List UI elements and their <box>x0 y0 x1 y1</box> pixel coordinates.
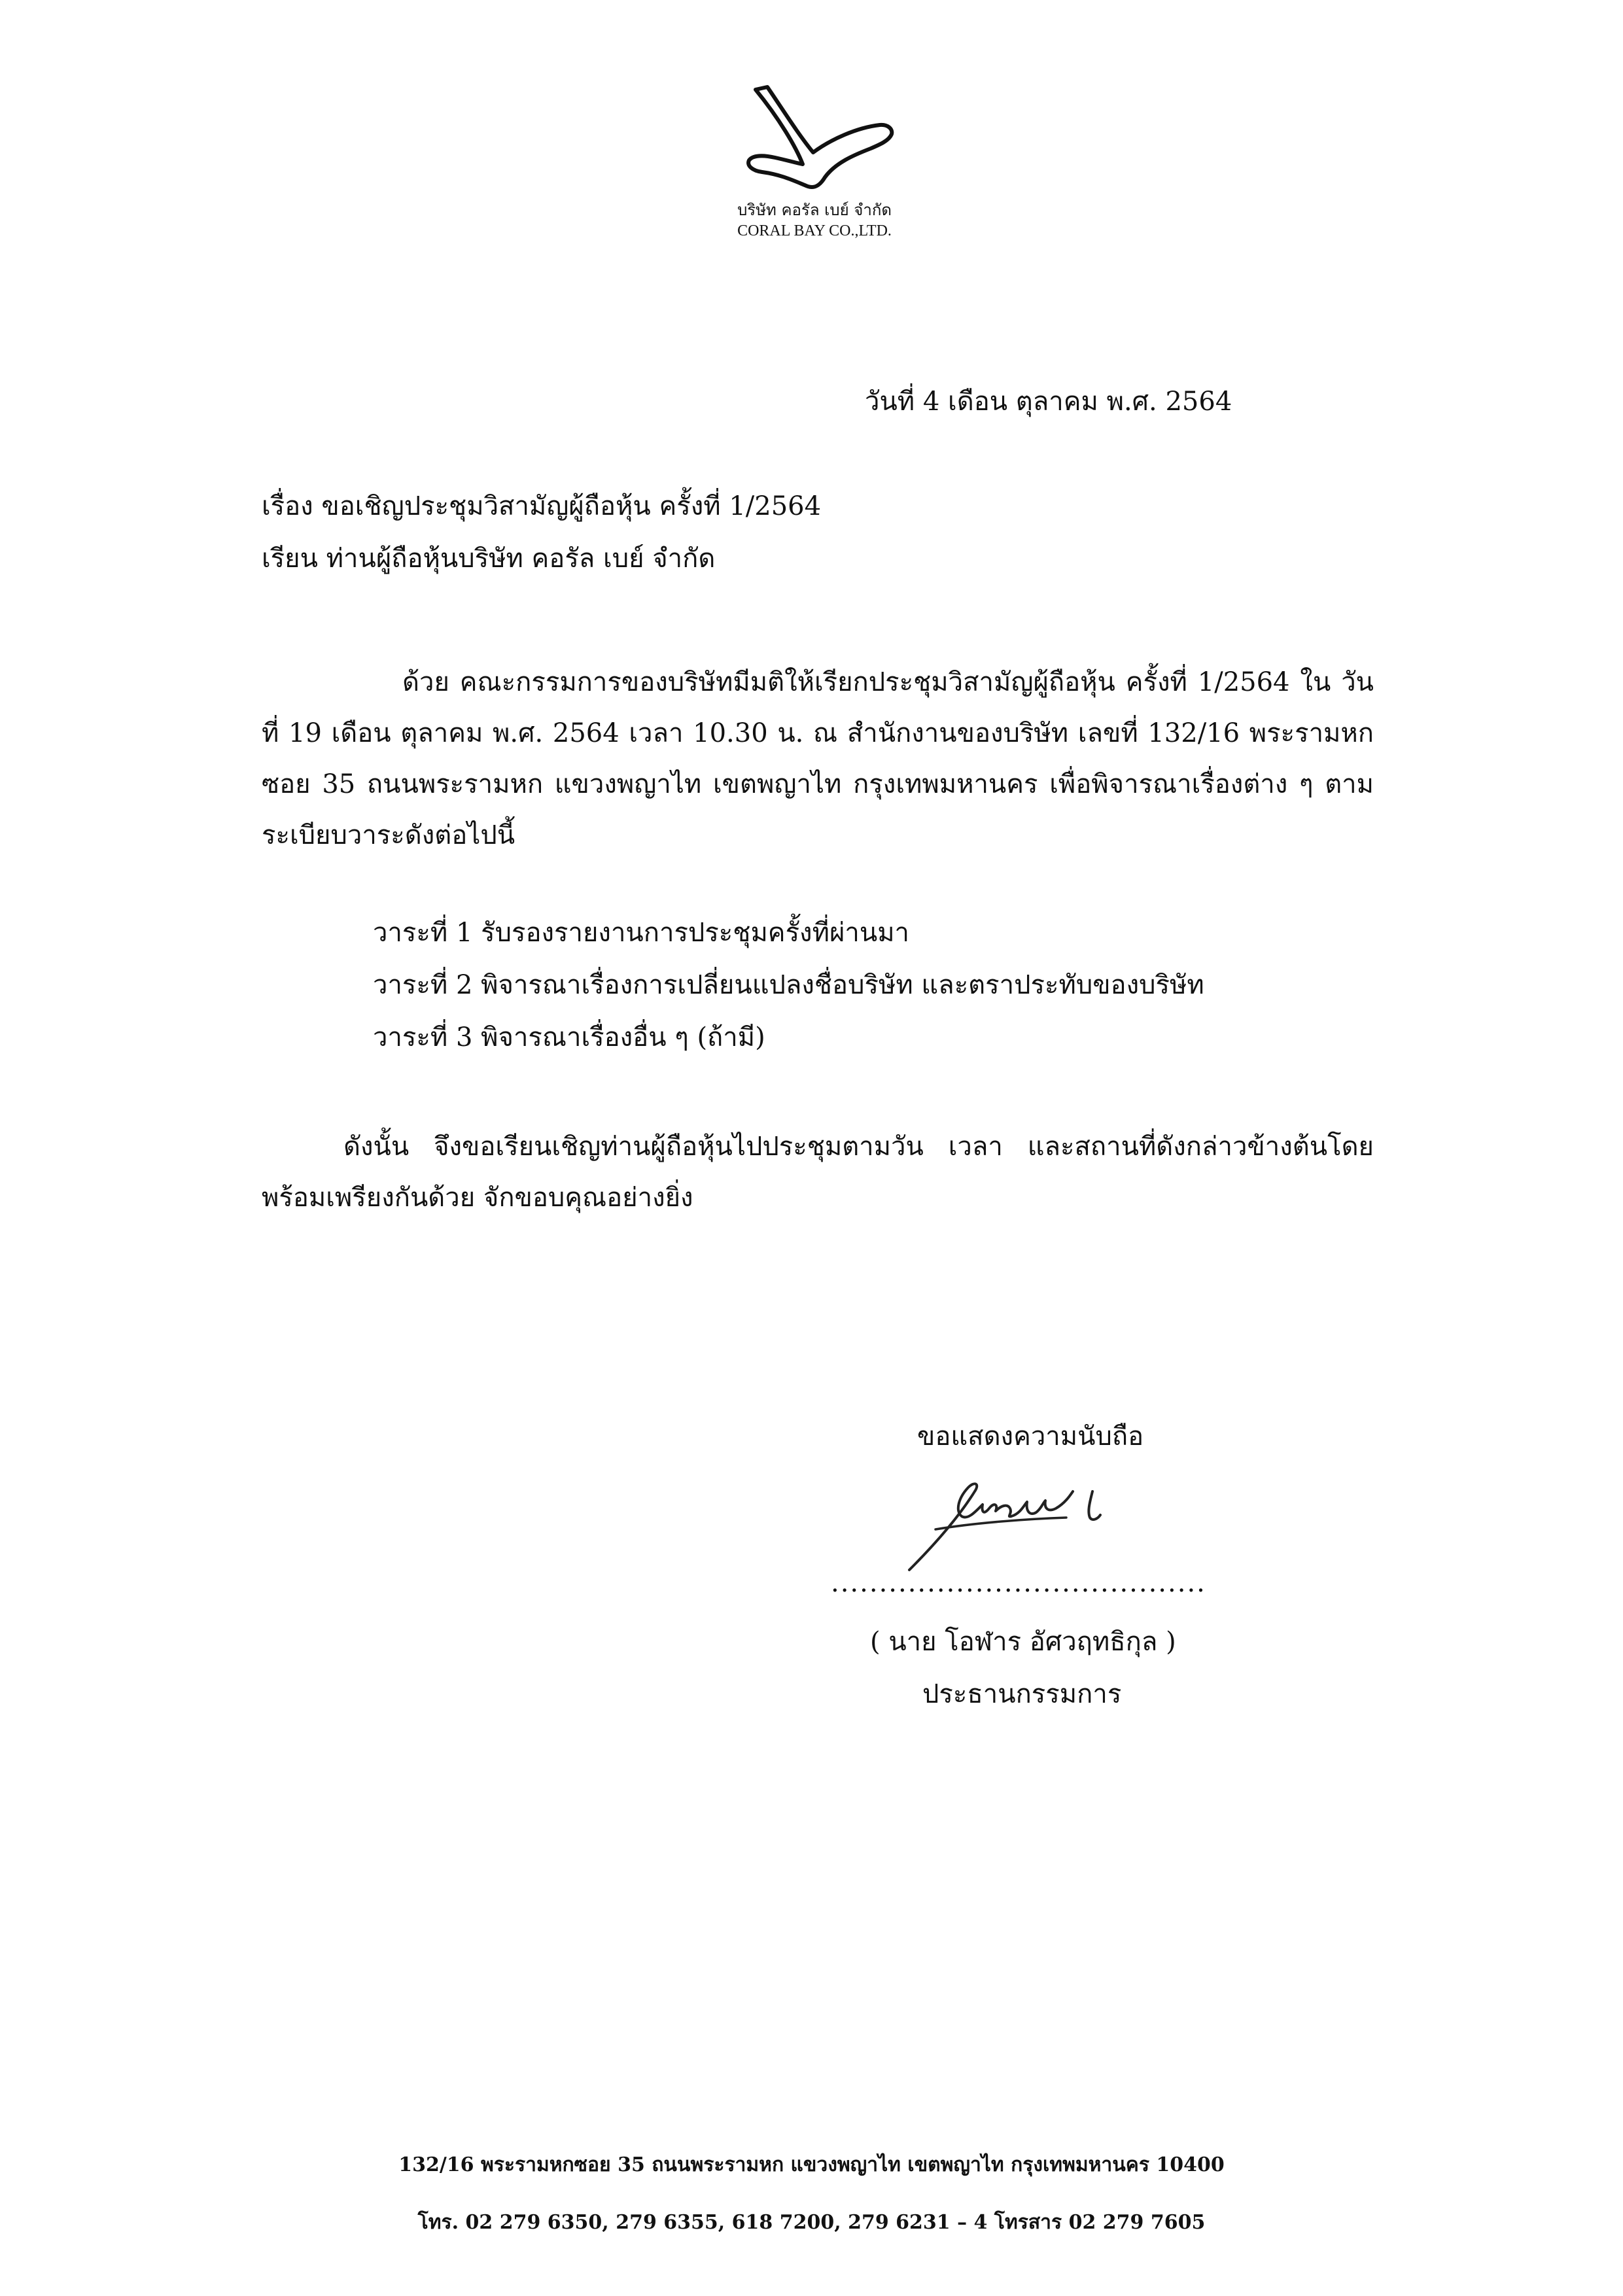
agenda-item-3: วาระที่ 3 พิจารณาเรื่องอื่น ๆ (ถ้ามี) <box>373 1022 765 1052</box>
signer-title: ประธานกรรมการ <box>922 1679 1122 1709</box>
company-name-thai: บริษัท คอรัล เบย์ จำกัด <box>737 201 892 219</box>
agenda-item-2: วาระที่ 2 พิจารณาเรื่องการเปลี่ยนแปลงชื่อบริษัท และตราประทับของบริษัท <box>373 970 1204 1000</box>
letter-subject: เรื่อง ขอเชิญประชุมวิสามัญผู้ถือหุ้น ครั้งที่ 1/2564 <box>262 491 822 521</box>
agenda-item-1: วาระที่ 1 รับรองรายงานการประชุมครั้งที่ผ่านมา <box>373 918 910 948</box>
body-paragraph-1 <box>262 657 1374 861</box>
company-logo <box>716 82 913 200</box>
body-paragraph-1-text: ด้วย คณะกรรมการของบริษัทมีมติให้เรียกประชุมวิสามัญผู้ถือหุ้น ครั้งที่ 1/2564 ใน วันที่ 19 เดือน ตุลาคม พ.ศ. 2564 เวลา 10.30 น. ณ สำนักงานของบริษัท เลขที่ 132/16 พระรามหก ซอย 35 ถนนพระรามหก แขวงพญาไท เขตพญาไท กรุงเทพมหานคร เพื่อพิจารณาเรื่องต่าง ๆ ตาม ระเบียบวาระดังต่อไปนี้ <box>262 667 1374 850</box>
signature-line: ....................................... <box>831 1568 1206 1598</box>
footer-contact: โทร. 02 279 6350, 279 6355, 618 7200, 279 6231 – 4 โทรสาร 02 279 7605 <box>417 2211 1206 2234</box>
closing-phrase: ขอแสดงความนับถือ <box>917 1421 1144 1452</box>
body-paragraph-2-text: ดังนั้น จึงขอเรียนเชิญท่านผู้ถือหุ้นไปประชุมตามวัน เวลา และสถานที่ดังกล่าวข้างต้นโดย พร้อมเพรียงกันด้วย จักขอบคุณอย่างยิ่ง <box>262 1132 1374 1213</box>
coral-bay-boomerang-logo-icon <box>716 82 913 200</box>
signer-name: ( นาย โอฬาร อัศวฤทธิกุล ) <box>870 1627 1176 1657</box>
footer-address: 132/16 พระรามหกซอย 35 ถนนพระรามหก แขวงพญาไท เขตพญาไท กรุงเทพมหานคร 10400 <box>398 2153 1225 2176</box>
company-name-english: CORAL BAY CO.,LTD. <box>737 222 892 239</box>
letter-recipient: เรียน ท่านผู้ถือหุ้นบริษัท คอรัล เบย์ จำกัด <box>262 544 716 574</box>
letter-date: วันที่ 4 เดือน ตุลาคม พ.ศ. 2564 <box>865 387 1232 417</box>
body-paragraph-2 <box>262 1121 1374 1223</box>
